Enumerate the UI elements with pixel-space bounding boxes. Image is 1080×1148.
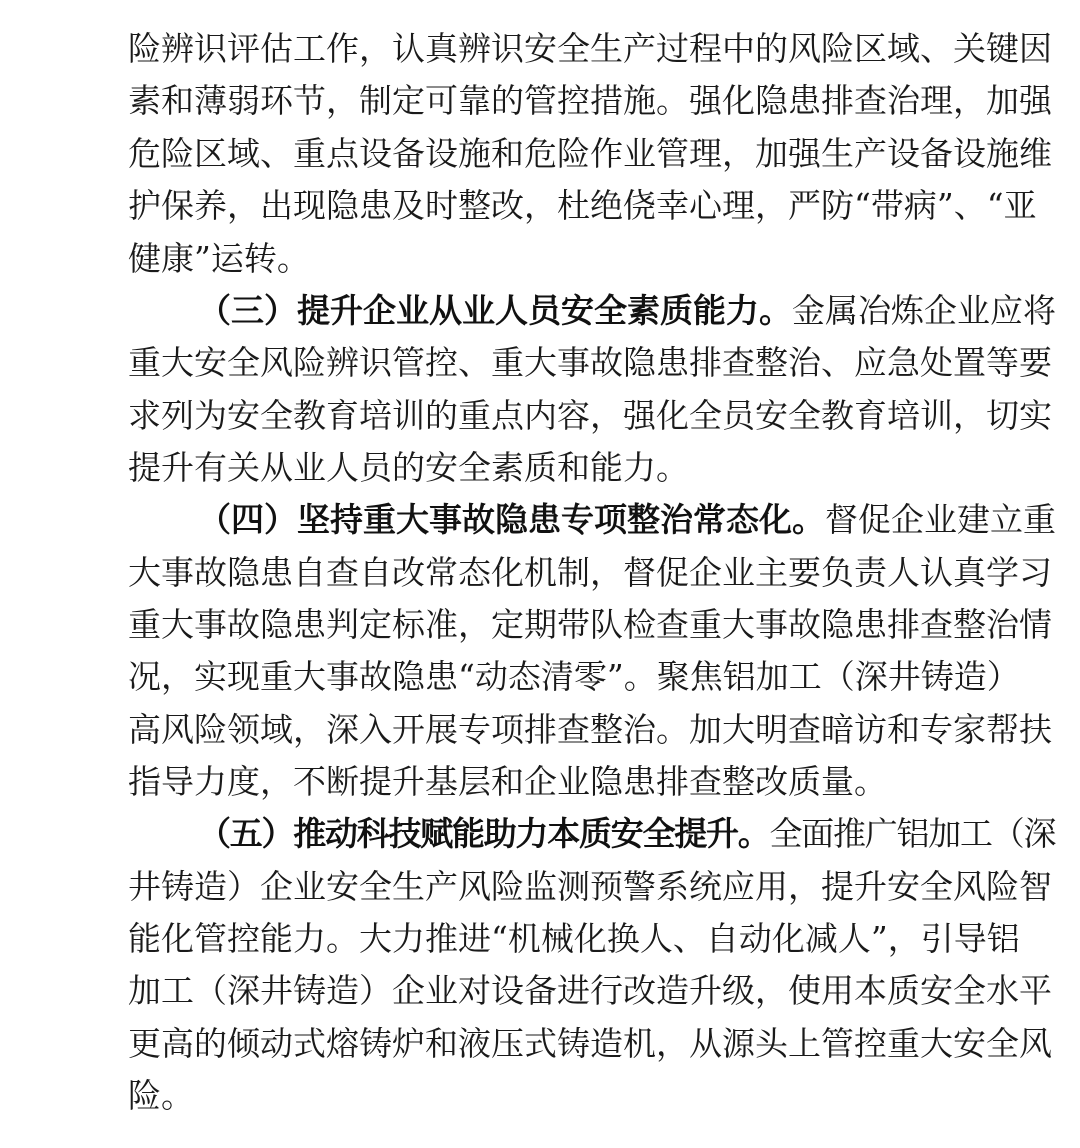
- body-line: 险。: [128, 1076, 194, 1115]
- body-line: 护保养，出现隐患及时整改，杜绝侥幸心理，严防“带病”、“亚: [128, 186, 1037, 225]
- body-line: 素和薄弱环节，制定可靠的管控措施。强化隐患排查治理，加强: [128, 81, 1052, 120]
- body-text: 全面推广铝加工（深: [769, 814, 1056, 853]
- section-heading-4: （四）坚持重大事故隐患专项整治常态化。: [198, 500, 825, 539]
- body-line: 况，实现重大事故隐患“动态清零”。聚焦铝加工（深井铸造）: [128, 657, 1020, 696]
- body-line: 求列为安全教育培训的重点内容，强化全员安全教育培训，切实: [128, 396, 1052, 435]
- body-line: 能化管控能力。大力推进“机械化换人、自动化减人”，引导铝: [128, 919, 1020, 958]
- body-text: 督促企业建立重: [825, 500, 1056, 539]
- body-line: 指导力度，不断提升基层和企业隐患排查整改质量。: [128, 762, 887, 801]
- body-line: 大事故隐患自查自改常态化机制，督促企业主要负责人认真学习: [128, 553, 1052, 592]
- body-line: 井铸造）企业安全生产风险监测预警系统应用，提升安全风险智: [128, 867, 1052, 906]
- body-line: 加工（深井铸造）企业对设备进行改造升级，使用本质安全水平: [128, 971, 1052, 1010]
- section-heading-3: （三）提升企业从业人员安全素质能力。: [198, 291, 792, 330]
- paragraph-first-line: [198, 290, 1056, 332]
- paragraph-first-line: [198, 813, 1055, 855]
- body-line: 提升有关从业人员的安全素质和能力。: [128, 448, 689, 487]
- paragraph-first-line: [198, 499, 1056, 541]
- body-line: 高风险领域，深入开展专项排查整治。加大明查暗访和专家帮扶: [128, 710, 1052, 749]
- body-line: 危险区域、重点设备设施和危险作业管理，加强生产设备设施维: [128, 134, 1052, 173]
- body-line: 重大安全风险辨识管控、重大事故隐患排查整治、应急处置等要: [128, 343, 1052, 382]
- body-line: 更高的倾动式熔铸炉和液压式铸造机，从源头上管控重大安全风: [128, 1024, 1052, 1063]
- body-line: 险辨识评估工作，认真辨识安全生产过程中的风险区域、关键因: [128, 29, 1052, 68]
- section-heading-5: （五）推动科技赋能助力本质安全提升。: [198, 814, 770, 853]
- body-line: 健康”运转。: [128, 239, 310, 278]
- body-line: 重大事故隐患判定标准，定期带队检查重大事故隐患排查整治情: [128, 605, 1052, 644]
- body-text: 金属冶炼企业应将: [792, 291, 1056, 330]
